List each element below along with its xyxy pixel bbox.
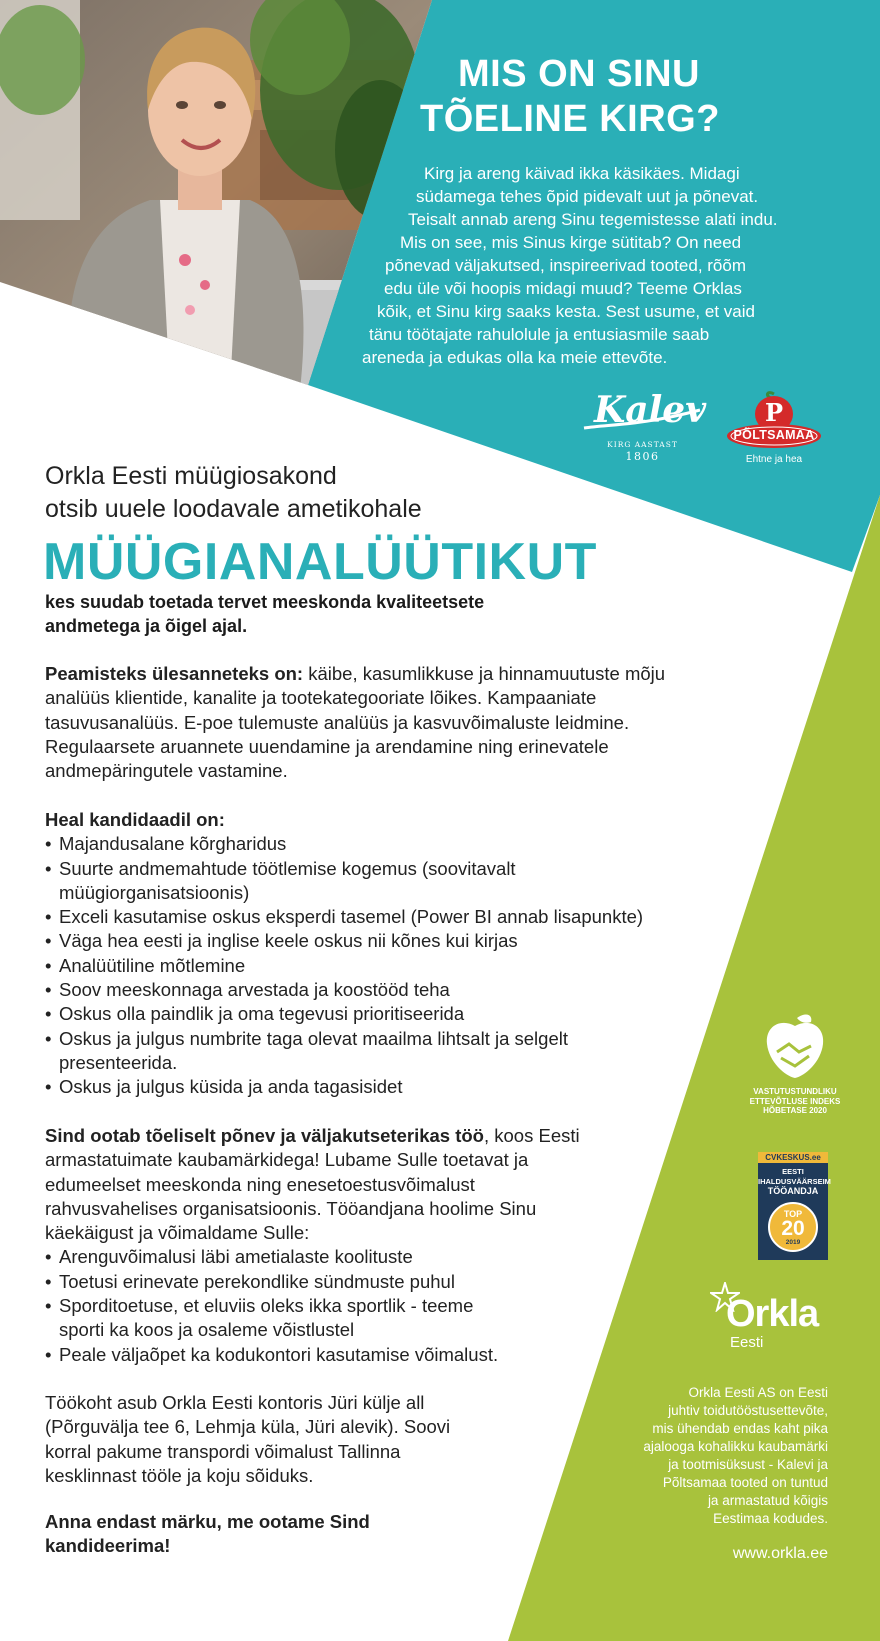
about-line: mis ühendab endas kaht pika (652, 1421, 828, 1436)
award-caption-line: TÖÖANDJA (767, 1186, 819, 1196)
location-line: Töökoht asub Orkla Eesti kontoris Jüri külje all (45, 1392, 425, 1413)
website-link[interactable]: www.orkla.ee (732, 1545, 828, 1562)
list-item: • Analüütiline mõtlemine (45, 954, 725, 978)
award-caption-line: EESTI (782, 1167, 804, 1176)
list-item-continuation: müügiorganisatsioonis) (59, 881, 250, 903)
award-caption-line: IHALDUSVÄÄRSEIM (758, 1176, 831, 1186)
list-item (45, 857, 725, 906)
subtitle-line: kes suudab toetada tervet meeskonda kvaliteetsete (45, 592, 485, 612)
responsibility-index-award (745, 1012, 845, 1115)
apple-handshake-icon (745, 1012, 845, 1087)
hero-text-line: põnevad väljakutsed, inspireerivad tooted, rõõm (385, 256, 746, 275)
hero-text-line: areneda ja edukas olla ka meie ettevõte. (362, 348, 668, 367)
kalev-logo (580, 390, 705, 465)
about-line: Eestimaa kodudes. (713, 1511, 828, 1526)
tasks-line: Regulaarsete aruannete uuendamine ja arendamine ning erinevatele (45, 735, 609, 757)
list-item-text: Oskus ja julgus numbrite taga olevat maailma lihtsalt ja selgelt (59, 1027, 568, 1049)
list-item: • Väga hea eesti ja inglise keele oskus nii kõnes kui kirjas (45, 929, 725, 953)
medal-rank: 20 (781, 1217, 805, 1240)
cta-line: Anna endast märku, me ootame Sind (45, 1511, 370, 1532)
job-title: MÜÜGIANALÜÜTIKUT (43, 533, 597, 591)
hero-text-line: Teisalt annab areng Sinu tegemistesse alati indu. (408, 210, 778, 229)
intro (45, 460, 422, 526)
offer-line: edumeelset meeskonda ning enesetoestusvõimalust (45, 1173, 475, 1195)
tasks-line: tasuvusanalüüs. E-poe tulemuste analüüs ja kasvuvõimaluste leidmine. (45, 711, 630, 733)
hero-text-line: tänu töötajate rahulolule ja entusiasmile saab (369, 325, 710, 344)
location-line: (Põrguvälja tee 6, Lehmja küla, Jüri alevik). Soovi (45, 1416, 451, 1438)
offer-line: käekäigust ja võimaldame Sulle: (45, 1222, 310, 1244)
offer-label: Sind ootab tõeliselt põnev ja väljakutseterikas töö (45, 1125, 484, 1146)
intro-line: Orkla Eesti müügiosakond (45, 462, 337, 490)
kalev-tagline: KIRG AASTAST (607, 440, 678, 449)
medal-top: TOP (783, 1209, 803, 1219)
kalev-year: 1806 (625, 450, 660, 463)
offer-text: , koos Eesti (483, 1125, 580, 1146)
about-line: Orkla Eesti AS on Eesti (688, 1385, 828, 1400)
list-item: • Peale väljaõpet ka kodukontori kasutamise võimalust. (45, 1343, 725, 1367)
hero-text-line: Mis on see, mis Sinus kirge sütitab? On need (400, 233, 742, 252)
about-text (580, 1384, 828, 1528)
list-item: • Arenguvõimalusi läbi ametialaste koolituste (45, 1245, 725, 1269)
offer-list (45, 1245, 725, 1366)
hero-text-line: Kirg ja areng käivad ikka käsikäes. Midagi (424, 164, 740, 183)
award-caption-line: VASTUTUSTUNDLIKU (753, 1087, 837, 1096)
candidate-list (45, 832, 725, 1099)
orkla-logo (710, 1282, 835, 1352)
orkla-country: Eesti (730, 1334, 764, 1351)
location-line: korral pakume transpordi võimalust Tallinna (45, 1440, 401, 1462)
cta-line: kandideerima! (45, 1535, 171, 1557)
list-item: • Soov meeskonnaga arvestada ja koostööd teha (45, 978, 725, 1002)
candidate-section (45, 808, 725, 1100)
poltsamaa-tagline: Ehtne ja hea (745, 454, 803, 465)
hero-title (420, 52, 750, 142)
tasks-label: Peamisteks ülesanneteks on: (45, 663, 304, 684)
award-caption-line: HÕBETASE 2020 (763, 1106, 827, 1115)
hero-text-line: kõik, et Sinu kirg saaks kesta. Sest usume, et vaid (377, 302, 755, 321)
subtitle-line: andmetega ja õigel ajal. (45, 616, 248, 636)
about-line: ajalooga kohalikku kaubamärki (643, 1439, 828, 1454)
kalev-wordmark: Kalev (594, 389, 707, 431)
offer-line: rahvusvahelises organisatsioonis. Tööandjana hoolime Sinu (45, 1197, 537, 1219)
hero-title-line-2: TÕELINE KIRG? (420, 98, 720, 140)
list-item (45, 1027, 725, 1076)
poltsamaa-logo (725, 390, 823, 470)
hero-text-line: südamega tehes õpid pidevalt uut ja põnevat. (416, 187, 759, 206)
list-item: • Toetusi erinevate perekondlike sündmuste puhul (45, 1270, 725, 1294)
about-line: ja tootmisüksust - Kalevi ja (668, 1457, 828, 1472)
list-item-text: Sporditoetuse, et eluviis oleks ikka sportlik - teeme (59, 1295, 474, 1317)
orkla-wordmark: Orkla (726, 1293, 819, 1335)
hero-text-line: edu üle või hoopis midagi muud? Teeme Orklas (384, 279, 742, 298)
location-line: kesklinnast tööle ja koju sõiduks. (45, 1464, 314, 1486)
list-item-continuation: presenteerida. (59, 1051, 178, 1073)
tasks-section (45, 662, 725, 783)
list-item: • Oskus ja julgus küsida ja anda tagasisidet (45, 1075, 725, 1099)
tasks-line: analüüs klientide, kanalite ja tootekategooriate lõikes. Kampaaniate (45, 687, 597, 709)
list-item (45, 1294, 725, 1343)
tasks-text: käibe, kasumlikkuse ja hinnamuutuste mõju (303, 663, 666, 684)
hero-title-line-1: MIS ON SINU (458, 53, 700, 95)
tasks-line: andmepäringutele vastamine. (45, 760, 288, 782)
offer-section (45, 1124, 725, 1367)
cvkeskus-award-badge (758, 1152, 831, 1260)
about-line: juhtiv toidutööstusettevõte, (668, 1403, 828, 1418)
candidate-label: Heal kandidaadil on: (45, 809, 225, 830)
poltsamaa-name: PÕLTSAMAA (733, 428, 815, 442)
list-item-continuation: sporti ka koos ja osaleme võistlustel (59, 1319, 355, 1341)
top20-medal (768, 1202, 818, 1252)
offer-line: armastatuimate kaubamärkidega! Lubame Sulle toetavat ja (45, 1149, 529, 1171)
list-item: • Majandusalane kõrgharidus (45, 832, 725, 856)
list-item: • Oskus olla paindlik ja oma tegevusi prioritiseerida (45, 1002, 725, 1026)
intro-line: otsib uuele loodavale ametikohale (45, 495, 422, 523)
about-line: ja armastatud kõigis (707, 1493, 828, 1508)
list-item: • Exceli kasutamise oskus eksperdi tasemel (Power BI annab lisapunkte) (45, 905, 725, 929)
poltsamaa-letter: P (764, 398, 784, 427)
cvkeskus-brand: CVKESKUS.ee (758, 1152, 828, 1163)
subtitle (45, 590, 565, 638)
about-line: Põltsamaa tooted on tuntud (662, 1475, 828, 1490)
award-caption-line: ETTEVÕTLUSE INDEKS (749, 1096, 841, 1106)
medal-year: 2019 (785, 1239, 801, 1246)
list-item-text: Suurte andmemahtude töötlemise kogemus (soovitavalt (59, 857, 516, 879)
